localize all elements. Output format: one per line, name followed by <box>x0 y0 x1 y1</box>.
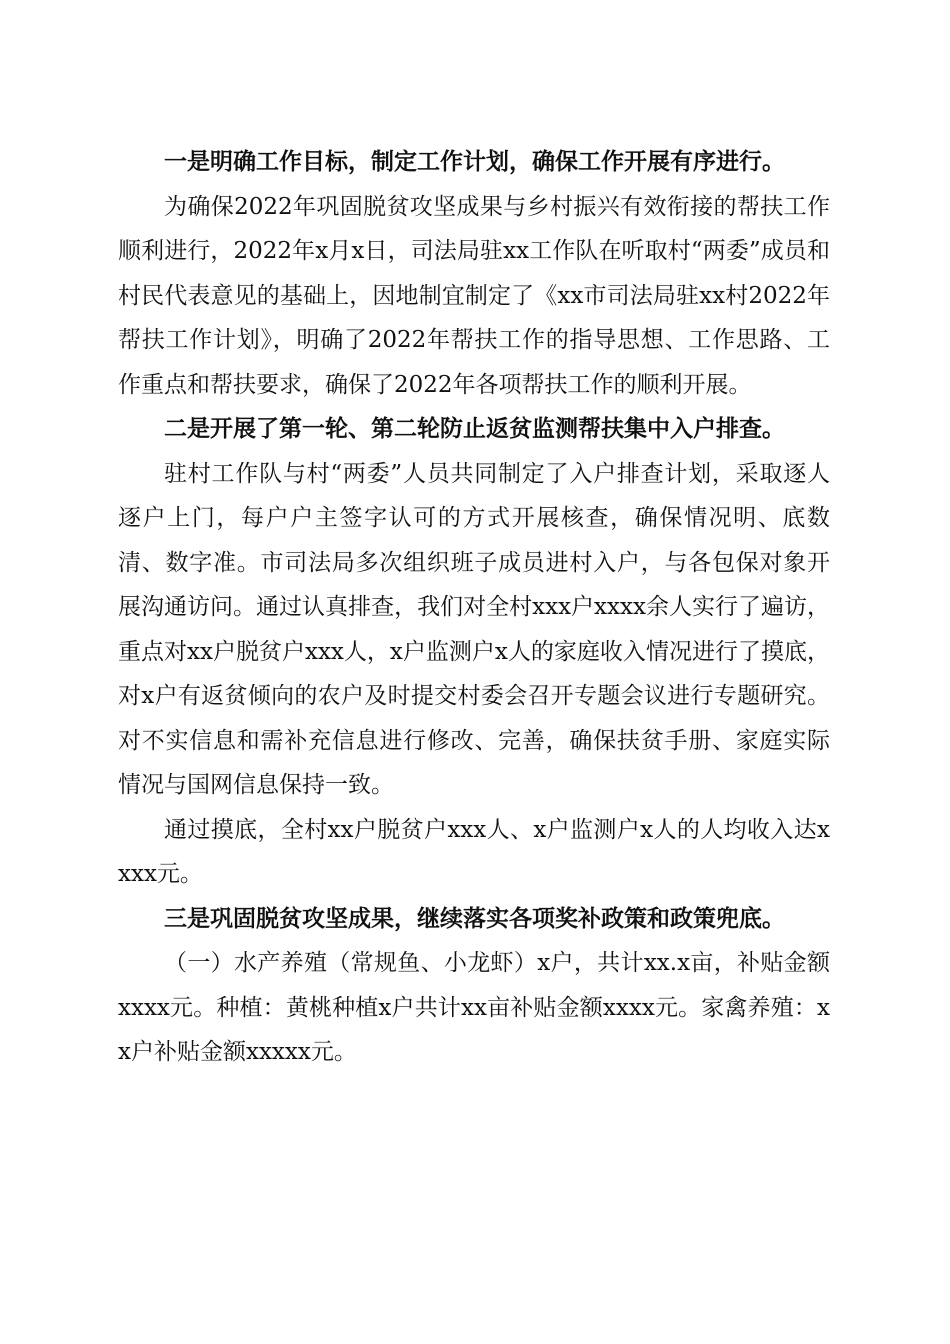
paragraph-household-survey: 驻村工作队与村“两委”人员共同制定了入户排查计划，采取逐人逐户上门，每户户主签字认可的方式开展核查，确保情况明、底数清、数字准。市司法局多次组织班子成员进村入户，与各包保对象开展沟通访问。通过认真排查，我们对全村xxx户xxxx余人实行了遍访，重点对xx户脱贫户xxx人，x户监测户x人的家庭收入情况进行了摸底，对x户有返贫倾向的农户及时提交村委会召开专题会议进行专题研究。对不实信息和需补充信息进行修改、完善，确保扶贫手册、家庭实际情况与国网信息保持一致。 <box>118 460 830 798</box>
paragraph-work-plan: 为确保2022年巩固脱贫攻坚成果与乡村振兴有效衔接的帮扶工作顺利进行，2022年x月x日，司法局驻xx工作队在听取村“两委”成员和村民代表意见的基础上，因地制宜制定了《xx市司法局驻xx村2022年帮扶工作计划》，明确了2022年帮扶工作的指导思想、工作思路、工作重点和帮扶要求，确保了2022年各项帮扶工作的顺利开展。 <box>118 193 830 398</box>
paragraph-subsidies: （一）水产养殖（常规鱼、小龙虾）x户，共计xx.x亩，补贴金额xxxx元。种植：黄桃种植x户共计xx亩补贴金额xxxx元。家禽养殖：xx户补贴金额xxxxx元。 <box>118 950 830 1065</box>
section-heading-2: 二是开展了第一轮、第二轮防止返贫监测帮扶集中入户排查。 <box>164 415 785 442</box>
paragraph-income-summary: 通过摸底，全村xx户脱贫户xxx人、x户监测户x人的人均收入达xxxx元。 <box>118 816 830 887</box>
section-heading-3: 三是巩固脱贫攻坚成果，继续落实各项奖补政策和政策兜底。 <box>164 904 785 932</box>
section-heading-1: 一是明确工作目标，制定工作计划，确保工作开展有序进行。 <box>164 148 785 175</box>
document-page <box>118 140 830 1075</box>
